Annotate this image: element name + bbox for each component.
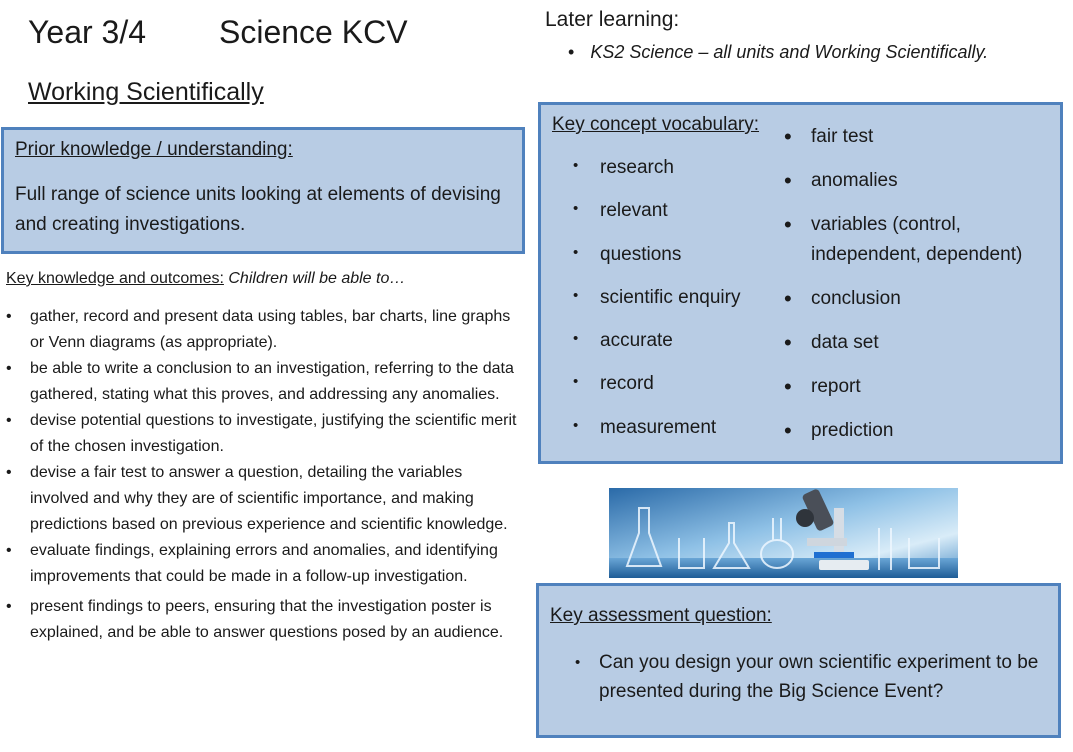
vocabulary-box: [538, 102, 1063, 464]
bullet-icon: •: [6, 464, 12, 481]
bullet-icon: •: [784, 286, 792, 311]
list-item: • fair test: [784, 122, 1054, 152]
bullet-icon: •: [573, 286, 579, 304]
bullet-icon: •: [573, 416, 579, 434]
key-knowledge-intro: Children will be able to…: [228, 270, 406, 287]
topic-title: Working Scientifically: [28, 78, 264, 106]
later-learning-heading: Later learning:: [545, 8, 680, 31]
vocabulary-column-2: [784, 122, 1054, 460]
bullet-icon: •: [784, 374, 792, 399]
assessment-heading: Key assessment question:: [550, 605, 772, 626]
bullet-icon: •: [6, 542, 12, 559]
bullet-icon: •: [568, 42, 575, 62]
later-learning-item: • KS2 Science – all units and Working Scientifically.: [568, 42, 989, 62]
list-item: • prediction: [784, 416, 1054, 446]
bullet-icon: •: [784, 124, 792, 149]
bullet-icon: •: [6, 412, 12, 429]
bullet-icon: •: [6, 308, 12, 325]
bullet-icon: •: [784, 168, 792, 193]
bullet-icon: •: [573, 157, 579, 174]
bullet-icon: •: [575, 654, 581, 671]
bullet-icon: •: [573, 243, 579, 261]
bullet-icon: •: [784, 212, 792, 237]
list-item: • report: [784, 372, 1054, 402]
list-item: • anomalies: [784, 166, 1054, 196]
vocabulary-heading: Key concept vocabulary:: [552, 114, 760, 135]
assessment-question: • Can you design your own scientific experiment to be presented during the Big Science Event?: [575, 648, 1069, 706]
subject-title: Science KCV: [219, 14, 408, 50]
assessment-box: [536, 583, 1061, 738]
bullet-icon: •: [573, 200, 579, 218]
bullet-icon: •: [784, 330, 792, 355]
list-item: • data set: [784, 328, 1054, 358]
list-item: • research: [573, 157, 674, 178]
list-item: • present findings to peers, ensuring that the investigation poster is explained, and be able to answer questions posed by an audience.: [6, 594, 521, 646]
bullet-icon: •: [6, 598, 12, 615]
bullet-icon: •: [573, 373, 579, 391]
bullet-icon: •: [784, 418, 792, 443]
list-item: • conclusion: [784, 284, 1054, 314]
vocabulary-column-1: [573, 157, 740, 460]
bullet-icon: •: [573, 330, 579, 348]
lab-glassware-microscope-photo: [609, 488, 958, 578]
list-item: • relevant: [573, 200, 668, 222]
year-title: Year 3/4: [28, 14, 147, 50]
list-item: • be able to write a conclusion to an investigation, referring to the data gathered, stating what this proves, and addressing any anomalies.: [6, 356, 521, 408]
prior-knowledge-heading: Prior knowledge / understanding:: [15, 139, 293, 160]
list-item: • devise potential questions to investigate, justifying the scientific merit of the chosen investigation.: [6, 408, 521, 460]
list-item: • questions: [573, 243, 682, 265]
list-item: • record: [573, 373, 654, 395]
key-knowledge-label: Key knowledge and outcomes:: [6, 270, 224, 287]
key-knowledge-list: [6, 304, 521, 646]
key-knowledge-heading: [6, 270, 405, 288]
prior-knowledge-text: Full range of science units looking at elements of devising and creating investigations.: [15, 184, 501, 235]
list-item: • measurement: [573, 416, 717, 438]
list-item: • variables (control, independent, dependent): [784, 212, 1023, 265]
bullet-icon: •: [6, 360, 12, 377]
list-item: • evaluate findings, explaining errors and anomalies, and identifying improvements that could be made in a follow-up investigation.: [6, 538, 521, 590]
list-item: • scientific enquiry: [573, 286, 741, 308]
list-item: • accurate: [573, 330, 673, 352]
prior-knowledge-box: [1, 127, 525, 254]
list-item: • devise a fair test to answer a question, detailing the variables involved and why they are of scientific importance, and making predictions based on previous experience and scientific knowledge.: [6, 460, 521, 538]
list-item: • gather, record and present data using tables, bar charts, line graphs or Venn diagrams (as appropriate).: [6, 304, 521, 356]
